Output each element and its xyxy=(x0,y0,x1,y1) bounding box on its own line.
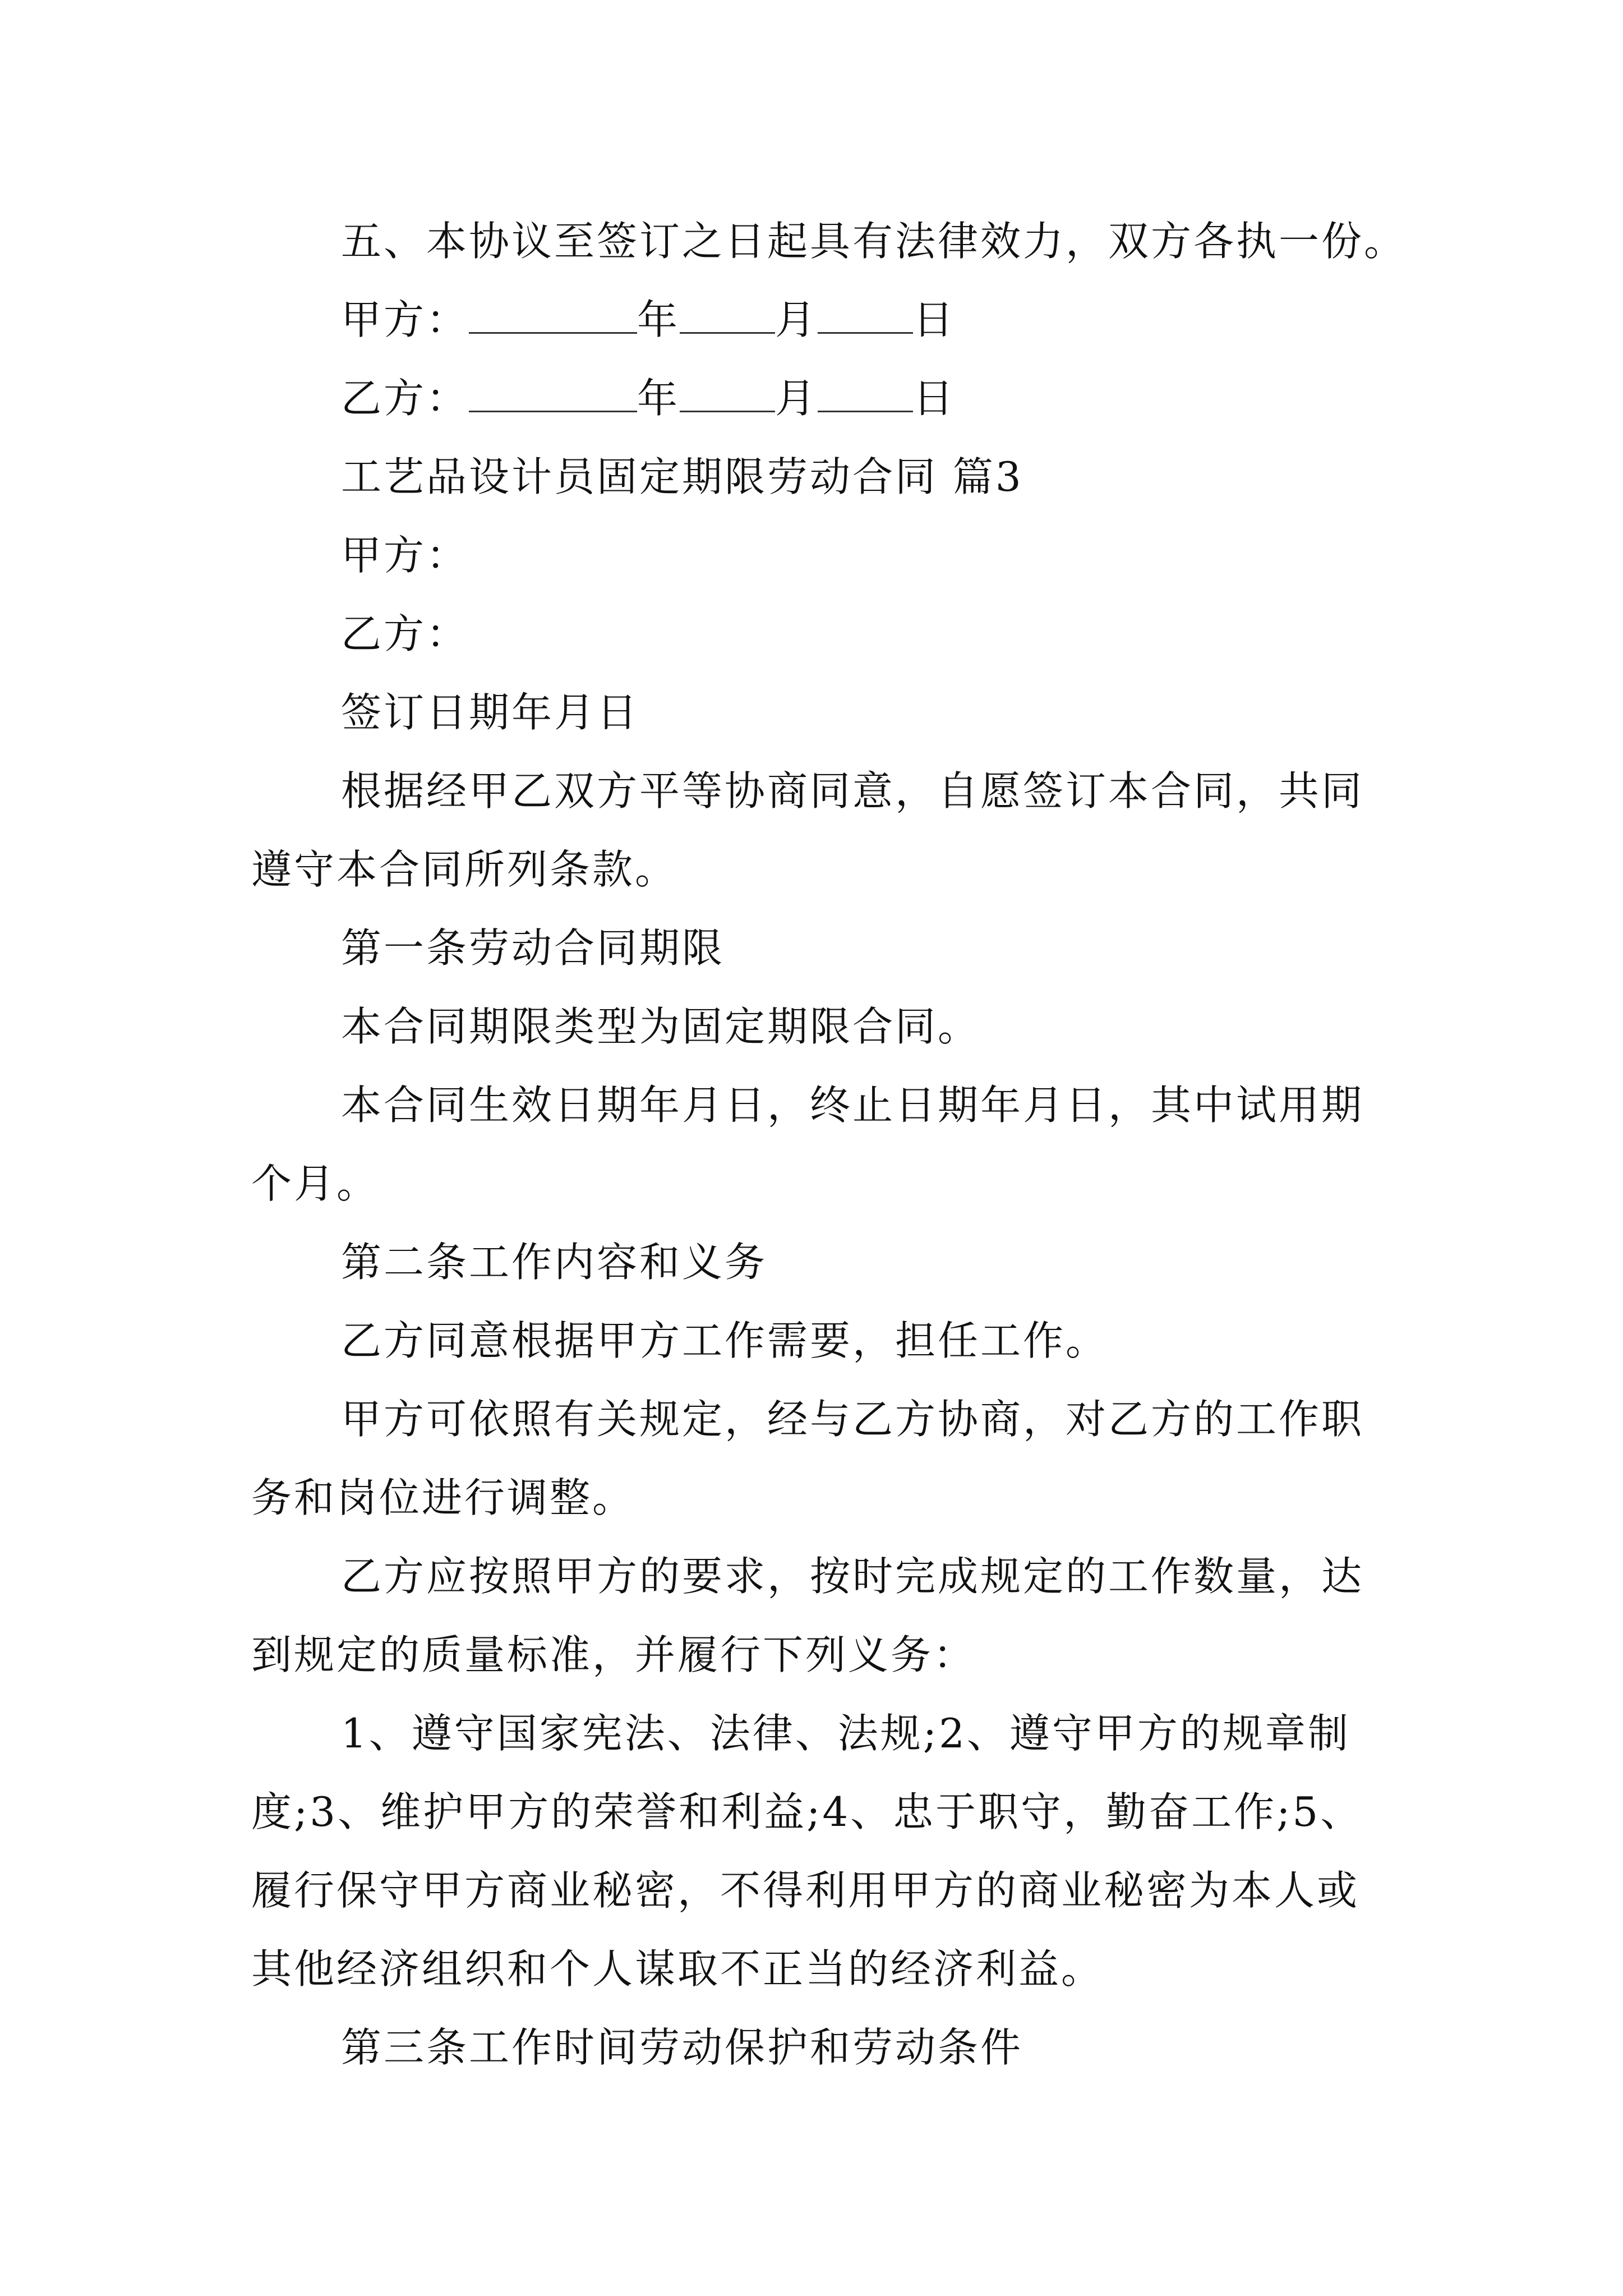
party-b-signature-label: 乙方： xyxy=(341,375,469,422)
paragraph-line: 1、遵守国家宪法、法律、法规;2、遵守甲方的规章制 xyxy=(341,1710,1350,1757)
article-one-term-paragraph xyxy=(251,1066,1390,1223)
day-blank xyxy=(818,371,913,412)
article-two-heading: 第二条工作内容和义务 xyxy=(341,1239,768,1286)
document-body xyxy=(251,202,1407,2087)
year-label: 年 xyxy=(637,375,680,422)
day-label: 日 xyxy=(913,296,956,343)
year-label: 年 xyxy=(637,296,680,343)
article-two-paragraph: 乙方同意根据甲方工作需要，担任工作。 xyxy=(341,1317,1109,1364)
paragraph-line: 甲方可依照有关规定，经与乙方协商，对乙方的工作职 xyxy=(341,1396,1364,1443)
intro-paragraph xyxy=(251,752,1390,909)
article-two-duties-paragraph xyxy=(251,1694,1390,2008)
contract-title: 工艺品设计员固定期限劳动合同 篇3 xyxy=(341,453,1023,500)
article-three-heading: 第三条工作时间劳动保护和劳动条件 xyxy=(341,2024,1023,2071)
party-a-line: 甲方： xyxy=(341,532,469,579)
signature-blank xyxy=(469,371,637,412)
month-label: 月 xyxy=(775,375,818,422)
article-two-requirements-paragraph xyxy=(251,1537,1390,1694)
paragraph-line: 本合同生效日期年月日，终止日期年月日，其中试用期 xyxy=(341,1082,1364,1129)
paragraph-line: 乙方应按照甲方的要求，按时完成规定的工作数量，达 xyxy=(341,1553,1364,1600)
paragraph-line: 务和岗位进行调整。 xyxy=(251,1474,635,1521)
month-blank xyxy=(680,293,775,334)
paragraph-line: 其他经济组织和个人谋取不正当的经济利益。 xyxy=(251,1945,1104,1993)
month-label: 月 xyxy=(775,296,818,343)
day-blank xyxy=(818,293,913,334)
paragraph-line: 履行保守甲方商业秘密，不得利用甲方的商业秘密为本人或 xyxy=(251,1867,1360,1914)
clause-five: 五、本协议至签订之日起具有法律效力，双方各执一份。 xyxy=(341,218,1407,265)
party-a-signature-label: 甲方： xyxy=(341,296,469,343)
sign-date-line: 签订日期年月日 xyxy=(341,689,640,736)
paragraph-line: 根据经甲乙双方平等协商同意，自愿签订本合同，共同 xyxy=(341,767,1364,815)
article-one-heading: 第一条劳动合同期限 xyxy=(341,924,725,972)
paragraph-line: 遵守本合同所列条款。 xyxy=(251,846,678,893)
signature-blank xyxy=(469,293,637,334)
day-label: 日 xyxy=(913,375,956,422)
party-b-line: 乙方： xyxy=(341,610,469,657)
paragraph-line: 到规定的质量标准，并履行下列义务： xyxy=(251,1631,976,1678)
month-blank xyxy=(680,371,775,412)
party-b-signature-line xyxy=(251,359,1390,438)
article-one-paragraph: 本合同期限类型为固定期限合同。 xyxy=(341,1003,981,1050)
article-two-adjustment-paragraph xyxy=(251,1380,1390,1537)
paragraph-line: 度;3、维护甲方的荣誉和利益;4、忠于职守，勤奋工作;5、 xyxy=(251,1788,1363,1835)
party-a-signature-line xyxy=(251,280,1390,359)
paragraph-line: 个月。 xyxy=(251,1160,380,1207)
